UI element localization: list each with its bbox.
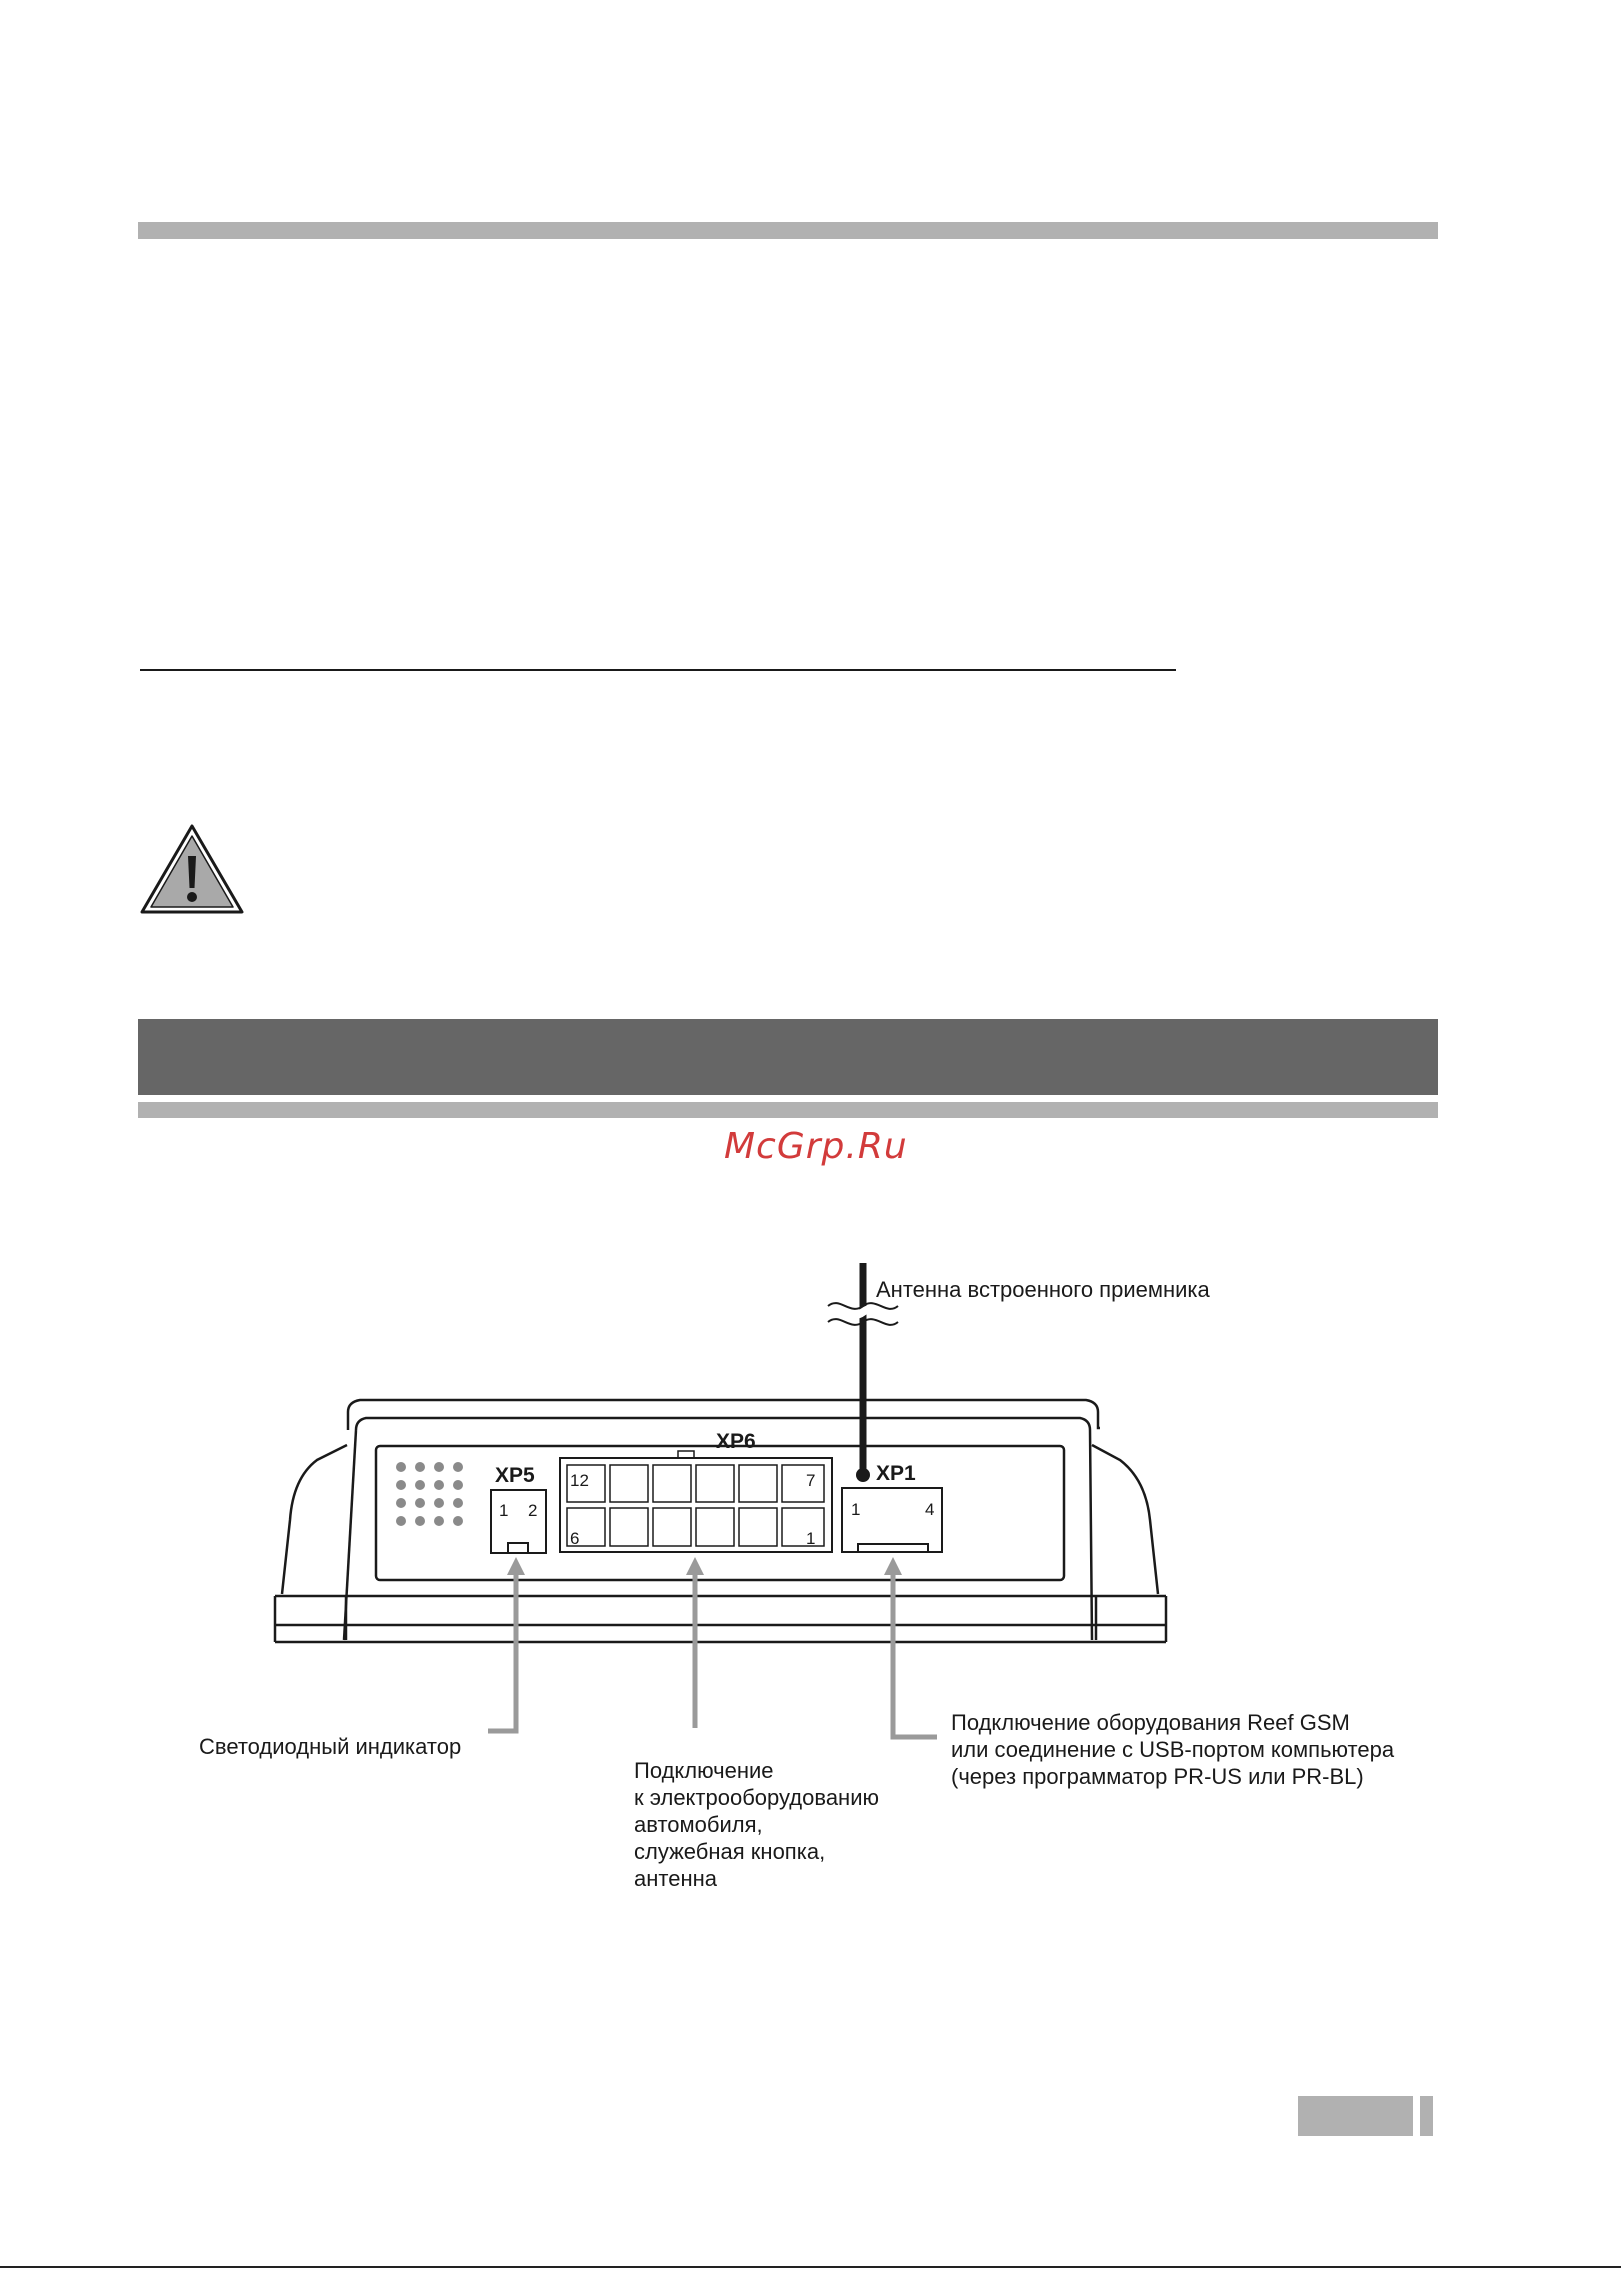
section-underline-bar [138,1102,1438,1118]
section-header-bar [138,1019,1438,1095]
xp5-pin-left: 1 [499,1501,509,1520]
xp5-pin-right: 2 [528,1501,538,1520]
xp1-description [951,1709,1394,1790]
arrow-head-xp1 [884,1557,902,1575]
xp1-description-line: или соединение с USB-портом компьютера [951,1737,1395,1762]
led-dot-grid [396,1462,463,1526]
connector-xp1 [842,1462,942,1552]
arrow-head-led [507,1557,525,1575]
xp1-pin-left: 1 [851,1500,861,1519]
xp6-description-line: служебная кнопка, [634,1839,826,1864]
device-body [275,1400,1166,1642]
xp6-description-line: автомобиля, [634,1812,763,1837]
xp1-description-line: Подключение оборудования Reef GSM [951,1710,1350,1735]
page-number-tab-edge [1420,2096,1433,2136]
page-number-tab [1298,2096,1413,2136]
xp6-pin-6: 6 [570,1529,580,1548]
page-bottom-edge [0,2266,1621,2268]
xp6-description-line: Подключение [634,1758,774,1783]
xp6-description [634,1757,879,1892]
top-decorative-bar [138,222,1438,239]
connector-xp5 [491,1464,546,1553]
xp6-description-line: антенна [634,1866,717,1891]
xp1-pin-right: 4 [925,1500,935,1519]
arrow-head-xp6 [686,1557,704,1575]
watermark-text: McGrp.Ru [724,1126,908,1167]
xp1-description-line: (через программатор PR-US или PR-BL) [951,1764,1364,1789]
xp1-title: XP1 [876,1462,916,1485]
led-indicator-label: Светодиодный индикатор [199,1734,462,1759]
xp6-pin-12: 12 [570,1471,589,1490]
xp6-description-line: к электрооборудованию [634,1785,879,1810]
xp6-pin-7: 7 [806,1471,816,1490]
connector-xp6 [560,1430,832,1552]
xp6-title: XP6 [716,1430,756,1453]
horizontal-rule [140,669,1176,671]
xp5-title: XP5 [495,1464,535,1487]
xp6-pin-1: 1 [806,1529,816,1548]
antenna-label: Антенна встроенного приемника [876,1277,1210,1302]
warning-icon [138,822,246,918]
callout-arrows [488,1569,937,1737]
